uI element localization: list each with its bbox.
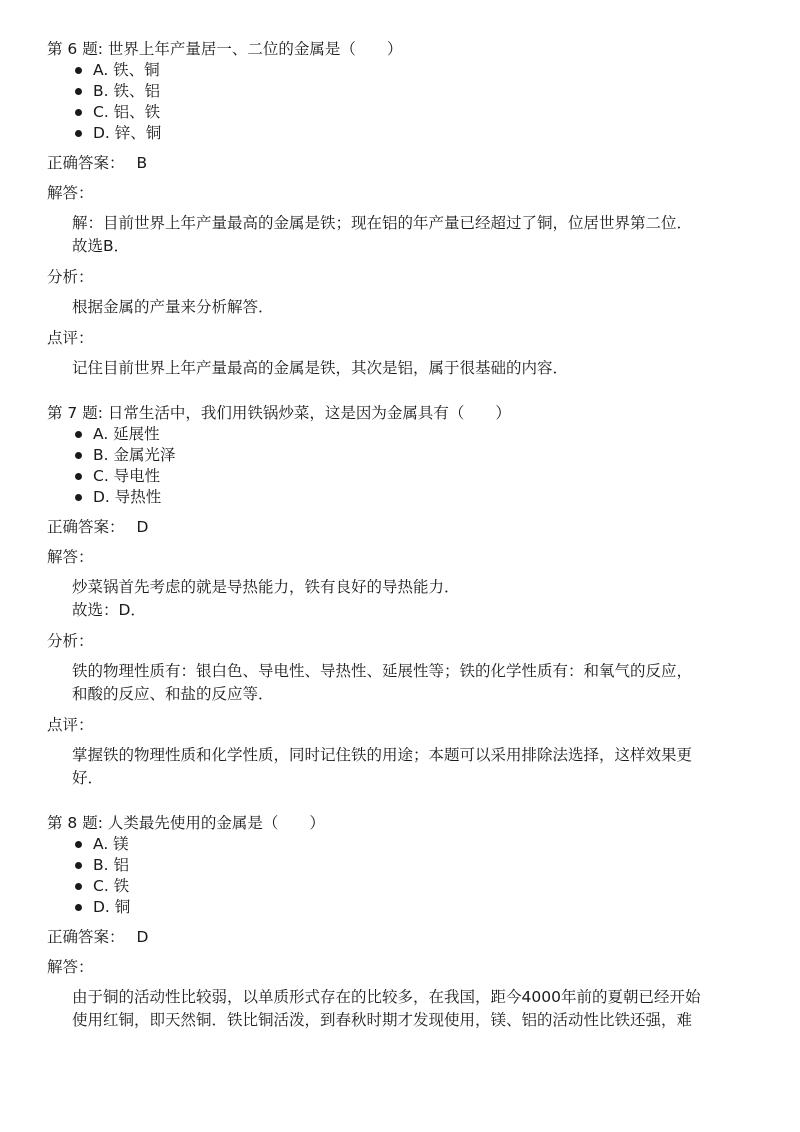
- option-list: [47, 834, 737, 918]
- solution-line: 故选：D．: [72, 601, 146, 619]
- question-title: 第 7 题: 日常生活中，我们用铁锅炒菜，这是因为金属具有（ ）: [47, 404, 511, 422]
- solution-label: 解答：: [47, 958, 94, 976]
- correct-answer: [47, 516, 737, 538]
- comment-line: 好．: [72, 769, 104, 787]
- solution-line: 由于铜的活动性比较弱，以单质形式存在的比较多，在我国，距今4000年前的夏朝已经开始: [72, 988, 701, 1006]
- solution-line: 使用红铜，即天然铜．铁比铜活泼，到春秋时期才发现使用，镁、铝的活动性比铁还强，难: [72, 1011, 693, 1029]
- option-list: [47, 60, 737, 144]
- answer-label: 正确答案：: [47, 154, 125, 172]
- solution-line: 炒菜锅首先考虑的就是导热能力，铁有良好的导热能力．: [72, 578, 460, 596]
- option-c: C. 铁: [75, 876, 737, 897]
- question-8: [47, 812, 737, 1032]
- option-d: D. 铜: [75, 897, 737, 918]
- option-d: D. 导热性: [75, 487, 737, 508]
- analysis-text: [47, 296, 737, 319]
- comment-label: 点评：: [47, 716, 94, 734]
- option-c: C. 导电性: [75, 466, 737, 487]
- option-b: B. 铁、铝: [75, 81, 737, 102]
- solution-label: 解答：: [47, 548, 94, 566]
- correct-answer: [47, 926, 737, 948]
- analysis-text: [47, 660, 737, 706]
- comment-line: 掌握铁的物理性质和化学性质，同时记住铁的用途；本题可以采用排除法选择，这样效果更: [72, 746, 693, 764]
- answer-value: D: [136, 518, 149, 536]
- solution-line: 解：目前世界上年产量最高的金属是铁；现在铝的年产量已经超过了铜，位居世界第二位．: [72, 214, 693, 232]
- question-title: 第 8 题: 人类最先使用的金属是（ ）: [47, 814, 325, 832]
- question-document: [47, 38, 737, 1054]
- option-list: [47, 424, 737, 508]
- answer-label: 正确答案：: [47, 928, 125, 946]
- question-7: [47, 402, 737, 790]
- question-6: [47, 38, 737, 380]
- option-c: C. 铝、铁: [75, 102, 737, 123]
- answer-value: B: [136, 154, 148, 172]
- option-b: B. 金属光泽: [75, 445, 737, 466]
- analysis-line: 和酸的反应、和盐的反应等．: [72, 685, 274, 703]
- answer-value: D: [136, 928, 149, 946]
- analysis-line: 铁的物理性质有：银白色、导电性、导热性、延展性等；铁的化学性质有：和氧气的反应，: [72, 662, 693, 680]
- solution-text: [47, 212, 737, 258]
- analysis-line: 根据金属的产量来分析解答．: [72, 298, 274, 316]
- comment-line: 记住目前世界上年产量最高的金属是铁，其次是铝，属于很基础的内容．: [72, 359, 569, 377]
- option-a: A. 延展性: [75, 424, 737, 445]
- solution-label: 解答：: [47, 184, 94, 202]
- solution-text: [47, 576, 737, 622]
- analysis-label: 分析：: [47, 632, 94, 650]
- comment-text: [47, 744, 737, 790]
- solution-text: [47, 986, 737, 1032]
- comment-text: [47, 357, 737, 380]
- question-title: 第 6 题: 世界上年产量居一、二位的金属是（ ）: [47, 40, 403, 58]
- option-a: A. 镁: [75, 834, 737, 855]
- option-b: B. 铝: [75, 855, 737, 876]
- option-d: D. 锌、铜: [75, 123, 737, 144]
- option-a: A. 铁、铜: [75, 60, 737, 81]
- analysis-label: 分析：: [47, 268, 94, 286]
- solution-line: 故选B．: [72, 237, 130, 255]
- correct-answer: [47, 152, 737, 174]
- answer-label: 正确答案：: [47, 518, 125, 536]
- comment-label: 点评：: [47, 329, 94, 347]
